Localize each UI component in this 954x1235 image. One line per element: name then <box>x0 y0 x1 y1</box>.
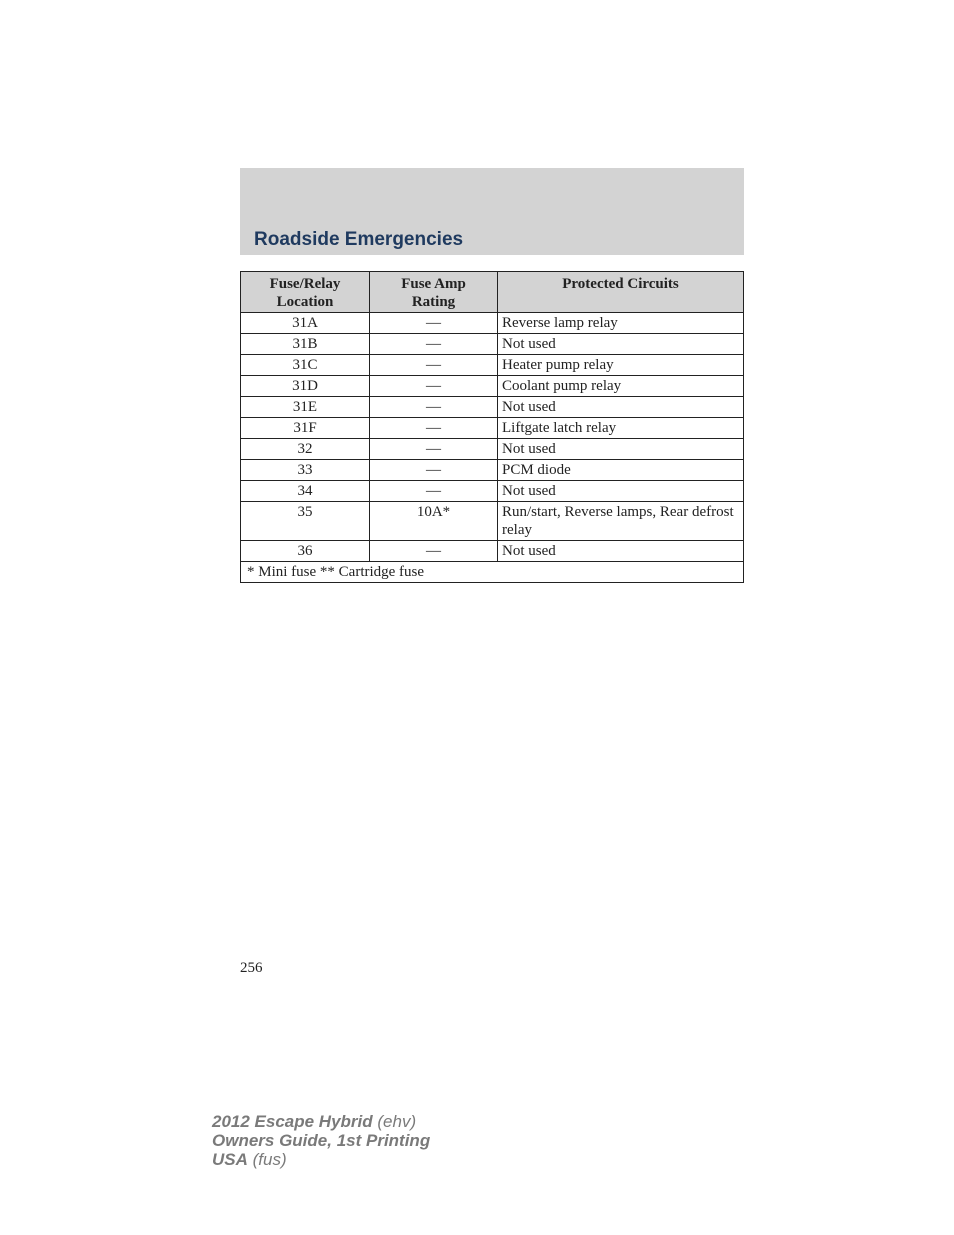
header-location <box>241 272 370 313</box>
cell-circuit: Not used <box>498 397 744 418</box>
cell-rating: — <box>370 355 498 376</box>
table-row <box>241 334 744 355</box>
table-footnote: * Mini fuse ** Cartridge fuse <box>241 562 744 583</box>
footer-market: USA <box>212 1150 248 1169</box>
table-row <box>241 355 744 376</box>
cell-circuit: Run/start, Reverse lamps, Rear defrost relay <box>498 502 744 541</box>
header-location-line2: Location <box>276 294 334 310</box>
footer-line-3 <box>212 1150 430 1169</box>
section-header <box>240 168 744 255</box>
cell-circuit: Coolant pump relay <box>498 376 744 397</box>
cell-location: 31D <box>241 376 370 397</box>
table-row <box>241 418 744 439</box>
table-row <box>241 541 744 562</box>
cell-rating: — <box>370 460 498 481</box>
cell-rating: — <box>370 439 498 460</box>
cell-location: 31B <box>241 334 370 355</box>
cell-location: 33 <box>241 460 370 481</box>
footer-line-2 <box>212 1131 430 1150</box>
cell-circuit: Reverse lamp relay <box>498 313 744 334</box>
table-row <box>241 376 744 397</box>
cell-rating: — <box>370 313 498 334</box>
cell-location: 35 <box>241 502 370 541</box>
table-row <box>241 439 744 460</box>
cell-rating: — <box>370 334 498 355</box>
fuse-table <box>240 271 744 583</box>
page-number: 256 <box>240 960 263 976</box>
cell-rating: — <box>370 418 498 439</box>
footer-market-code: (fus) <box>247 1150 287 1169</box>
footer-model-code: (ehv) <box>372 1112 417 1131</box>
footer-line-1 <box>212 1112 430 1131</box>
cell-rating: 10A* <box>370 502 498 541</box>
cell-location: 31E <box>241 397 370 418</box>
cell-circuit: Not used <box>498 481 744 502</box>
cell-circuit: Not used <box>498 334 744 355</box>
cell-rating: — <box>370 376 498 397</box>
header-location-line1: Fuse/Relay <box>269 276 341 292</box>
table-row <box>241 313 744 334</box>
header-protected-circuits: Protected Circuits <box>498 272 744 313</box>
cell-location: 32 <box>241 439 370 460</box>
cell-location: 31F <box>241 418 370 439</box>
cell-rating: — <box>370 481 498 502</box>
header-amp-line1: Fuse Amp <box>401 276 466 292</box>
cell-location: 31C <box>241 355 370 376</box>
table-row <box>241 397 744 418</box>
cell-circuit: Liftgate latch relay <box>498 418 744 439</box>
cell-location: 36 <box>241 541 370 562</box>
document-footer <box>212 1112 430 1169</box>
table-row <box>241 502 744 541</box>
table-header-row <box>241 272 744 313</box>
table-row <box>241 481 744 502</box>
cell-circuit: Not used <box>498 439 744 460</box>
header-amp-rating <box>370 272 498 313</box>
cell-rating: — <box>370 541 498 562</box>
cell-circuit: PCM diode <box>498 460 744 481</box>
cell-circuit: Heater pump relay <box>498 355 744 376</box>
cell-location: 31A <box>241 313 370 334</box>
cell-rating: — <box>370 397 498 418</box>
footer-guide: Owners Guide, 1st Printing <box>212 1131 431 1150</box>
cell-location: 34 <box>241 481 370 502</box>
table-footnote-row <box>241 562 744 583</box>
section-title: Roadside Emergencies <box>254 229 464 250</box>
header-amp-line2: Rating <box>411 294 456 310</box>
footer-model: 2012 Escape Hybrid <box>212 1112 373 1131</box>
cell-circuit: Not used <box>498 541 744 562</box>
table-row <box>241 460 744 481</box>
